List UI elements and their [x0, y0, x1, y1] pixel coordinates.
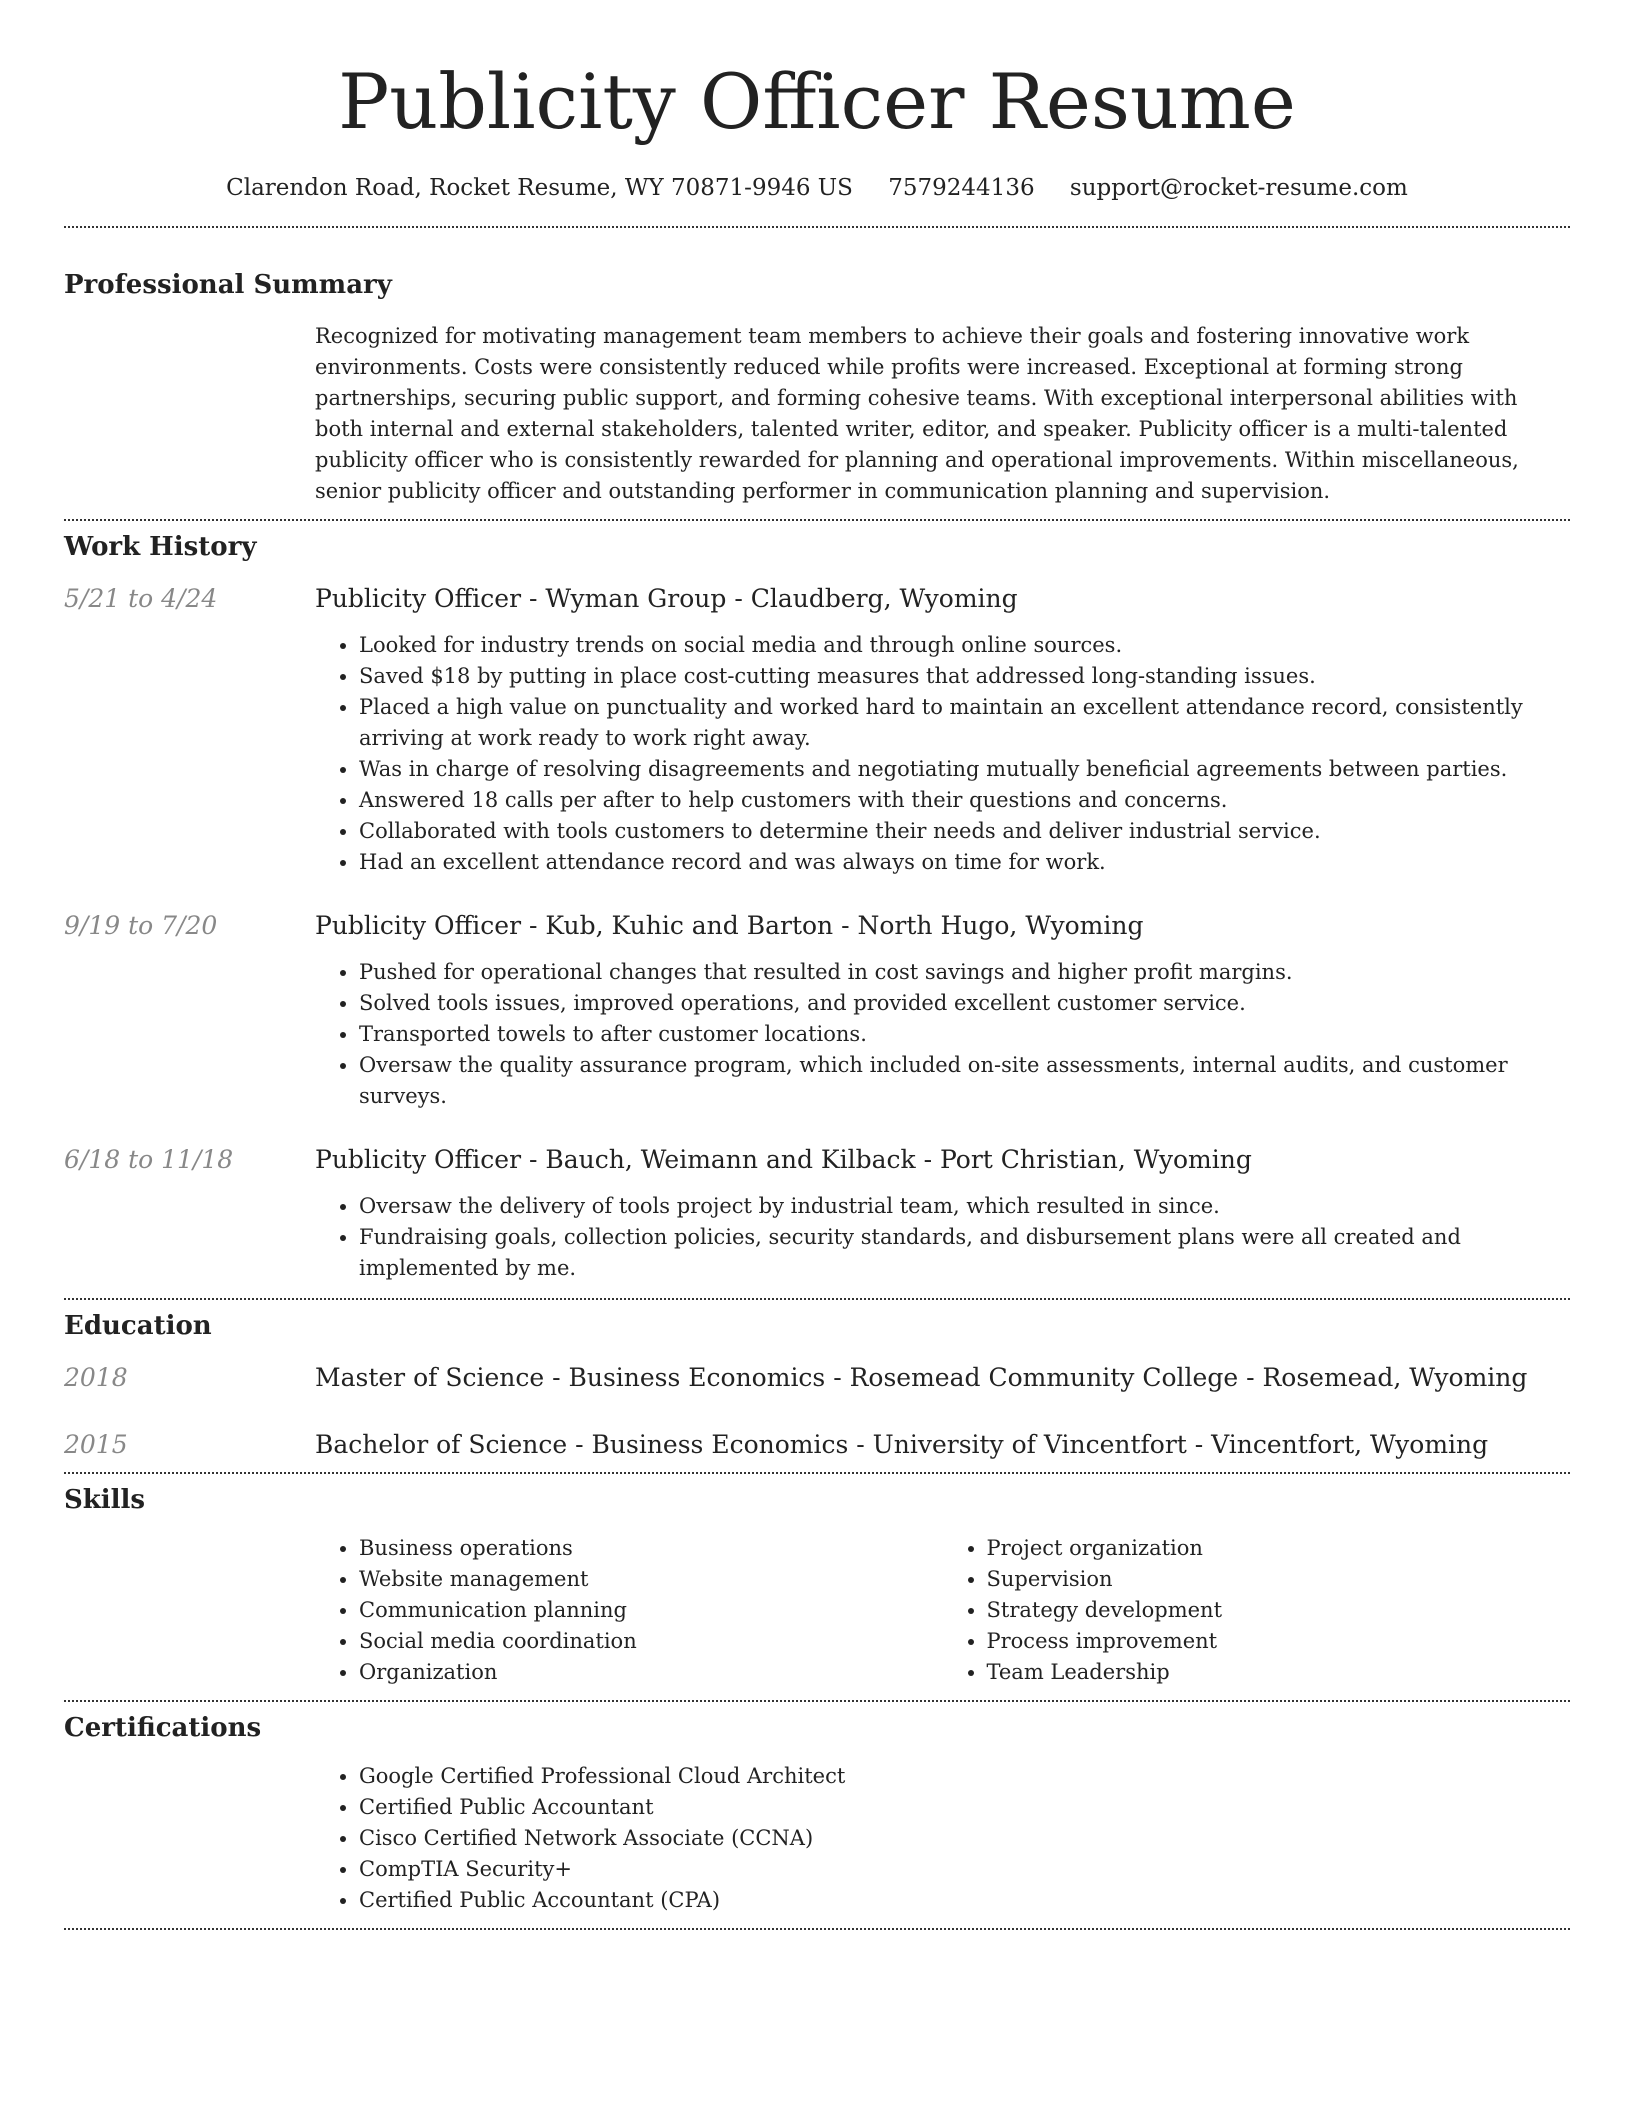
divider — [64, 519, 1570, 521]
section-skills — [64, 1483, 1570, 1688]
job-title: Publicity Officer - Wyman Group - Claudberg, Wyoming — [315, 584, 1018, 613]
list-item: • Project organization — [987, 1533, 1571, 1564]
certifications-spacer — [64, 1761, 315, 1916]
list-item: • Business operations — [359, 1533, 943, 1564]
list-item: • Communication planning — [359, 1595, 943, 1626]
list-item: • Saved $18 by putting in place cost-cutting measures that addressed long-standing issues. — [359, 661, 1570, 692]
job-bullets — [315, 630, 1570, 878]
summary-spacer — [64, 321, 315, 507]
job-content — [315, 1143, 1570, 1284]
divider — [64, 1298, 1570, 1300]
job-dates: 5/21 to 4/24 — [64, 584, 218, 613]
list-item: • Placed a high value on punctuality and worked hard to maintain an excellent attendance record, consistently arriving at work ready to work right away. — [359, 692, 1570, 754]
job-title: Publicity Officer - Bauch, Weimann and Kilback - Port Christian, Wyoming — [315, 1145, 1252, 1174]
list-item: • Collaborated with tools customers to determine their needs and deliver industrial service. — [359, 816, 1570, 847]
list-item: • Had an excellent attendance record and was always on time for work. — [359, 847, 1570, 878]
job-content — [315, 582, 1570, 878]
list-item: • Google Certified Professional Cloud Architect — [359, 1761, 1570, 1792]
education-entry — [64, 1361, 1570, 1395]
summary-row — [64, 321, 1570, 507]
job-dates: 9/19 to 7/20 — [64, 911, 218, 940]
section-heading-education: Education — [64, 1311, 212, 1341]
contact-address: Clarendon Road, Rocket Resume, WY 70871-9946 US — [226, 175, 853, 201]
job-entry — [64, 909, 1570, 1112]
divider — [64, 1472, 1570, 1474]
resume-title: Publicity Officer Resume — [338, 57, 1296, 146]
list-item: • Social media coordination — [359, 1626, 943, 1657]
job-bullets — [315, 957, 1570, 1112]
skills-spacer — [64, 1533, 315, 1688]
list-item: • Fundraising goals, collection policies, security standards, and disbursement plans were all created and implemented by me. — [359, 1222, 1570, 1284]
job-dates: 6/18 to 11/18 — [64, 1145, 234, 1174]
divider — [64, 226, 1570, 228]
list-item: • Solved tools issues, improved operations, and provided excellent customer service. — [359, 988, 1570, 1019]
list-item: • Certified Public Accountant — [359, 1792, 1570, 1823]
skills-list-left — [315, 1533, 943, 1688]
divider — [64, 1928, 1570, 1930]
section-certifications — [64, 1711, 1570, 1916]
section-heading-work: Work History — [64, 532, 257, 562]
list-item: • CompTIA Security+ — [359, 1854, 1570, 1885]
certifications-list — [315, 1761, 1570, 1916]
list-item: • Strategy development — [987, 1595, 1571, 1626]
summary-text: Recognized for motivating management team members to achieve their goals and fostering innovative work environments. Costs were consistently reduced while profits were increased. Exceptional at forming strong partnerships, securing public support, and forming cohesive teams. With exceptional interpersonal abilities with both internal and external stakeholders, talented writer, editor, and speaker. Publicity officer is a multi-talented publicity officer who is consistently rewarded for planning and operational improvements. Within miscellaneous, senior publicity officer and outstanding performer in communication planning and supervision. — [315, 324, 1519, 503]
list-item: • Supervision — [987, 1564, 1571, 1595]
list-item: • Oversaw the quality assurance program, which included on-site assessments, internal audits, and customer surveys. — [359, 1050, 1570, 1112]
job-entry — [64, 582, 1570, 878]
list-item: • Team Leadership — [987, 1657, 1571, 1688]
education-year: 2018 — [64, 1363, 128, 1392]
education-year: 2015 — [64, 1430, 128, 1459]
contact-email: support@rocket-resume.com — [1069, 175, 1408, 201]
section-education — [64, 1309, 1570, 1462]
certifications-content — [315, 1761, 1570, 1916]
list-item: • Website management — [359, 1564, 943, 1595]
education-entry — [64, 1428, 1570, 1462]
list-item: • Oversaw the delivery of tools project by industrial team, which resulted in since. — [359, 1191, 1570, 1222]
list-item: • Looked for industry trends on social media and through online sources. — [359, 630, 1570, 661]
divider — [64, 1700, 1570, 1702]
section-heading-summary: Professional Summary — [64, 270, 392, 300]
section-heading-certifications: Certifications — [64, 1713, 262, 1743]
job-entry — [64, 1143, 1570, 1284]
education-degree: Bachelor of Science - Business Economics - University of Vincentfort - Vincentfort, Wyoming — [315, 1430, 1489, 1459]
certifications-row — [64, 1761, 1570, 1916]
list-item: • Pushed for operational changes that resulted in cost savings and higher profit margins. — [359, 957, 1570, 988]
list-item: • Answered 18 calls per after to help customers with their questions and concerns. — [359, 785, 1570, 816]
list-item: • Organization — [359, 1657, 943, 1688]
section-heading-skills: Skills — [64, 1485, 146, 1515]
resume-page — [64, 0, 1570, 1930]
skills-row — [64, 1533, 1570, 1688]
section-summary — [64, 268, 1570, 507]
list-item: • Cisco Certified Network Associate (CCNA) — [359, 1823, 1570, 1854]
education-degree: Master of Science - Business Economics - Rosemead Community College - Rosemead, Wyoming — [315, 1363, 1528, 1392]
job-bullets — [315, 1191, 1570, 1284]
list-item: • Was in charge of resolving disagreements and negotiating mutually beneficial agreements between parties. — [359, 754, 1570, 785]
list-item: • Certified Public Accountant (CPA) — [359, 1885, 1570, 1916]
job-title: Publicity Officer - Kub, Kuhic and Barton - North Hugo, Wyoming — [315, 911, 1144, 940]
contact-phone: 7579244136 — [888, 175, 1035, 201]
section-work-history — [64, 530, 1570, 1284]
skills-list-right — [943, 1533, 1571, 1688]
job-content — [315, 909, 1570, 1112]
list-item: • Process improvement — [987, 1626, 1571, 1657]
contact-line — [64, 172, 1570, 204]
skills-columns — [315, 1533, 1570, 1688]
list-item: • Transported towels to after customer locations. — [359, 1019, 1570, 1050]
